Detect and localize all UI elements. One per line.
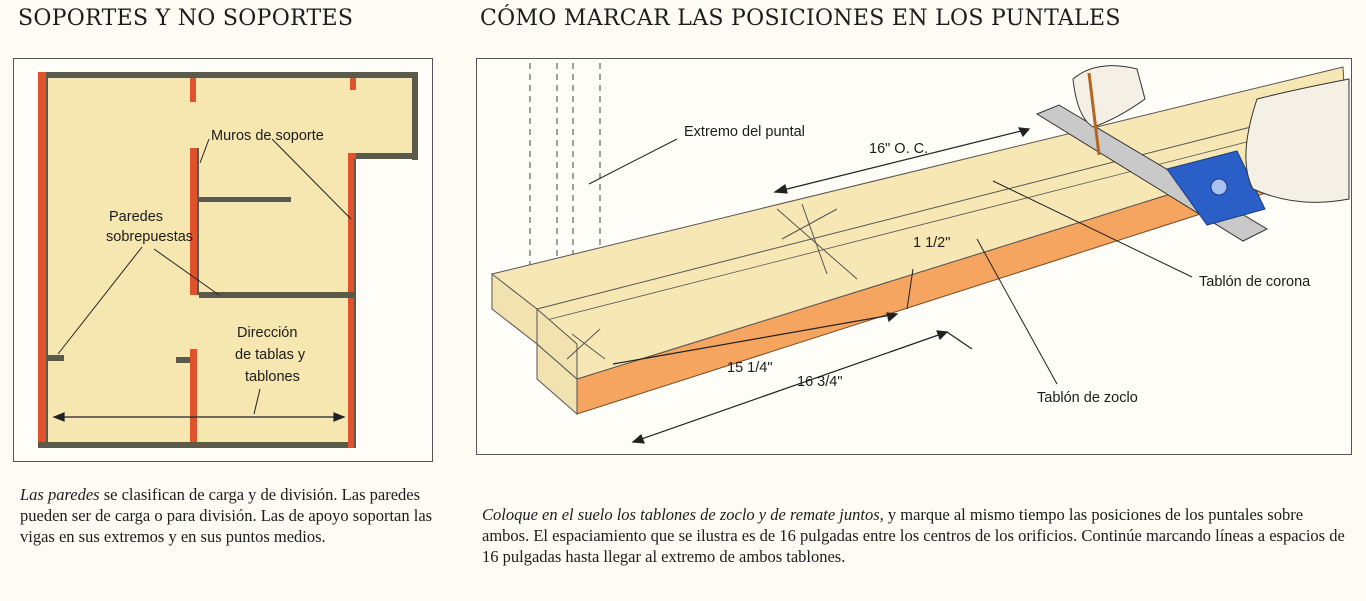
label-direction-line1: Dirección xyxy=(237,325,298,341)
label-stud-end: Extremo del puntal xyxy=(684,124,805,140)
marking-panel xyxy=(476,58,1352,455)
label-oc: 16" O. C. xyxy=(869,141,929,157)
label-one-half: 1 1/2" xyxy=(913,235,951,251)
marking-illustration xyxy=(477,59,1351,454)
label-sole-plate: Tablón de zoclo xyxy=(1037,390,1138,406)
caption-right-text: y marque al mismo tiempo las posiciones de los puntales sobre ambos. El espaciamiento que se ilustra es de 16 pulgadas entre los centros de los orificios. Continúe marcando líneas a espacios de 16 pulgadas hasta llegar al extremo de ambos tablones. xyxy=(482,505,1345,566)
floorplan-illustration xyxy=(14,59,432,461)
label-direction-line3: tablones xyxy=(245,369,300,385)
caption-left-text: se clasifican de carga y de división. Las paredes pueden ser de carga o para división. Las de apoyo soportan las vigas en sus extremos y en sus puntos medios. xyxy=(20,485,433,546)
floorplan-caption xyxy=(20,484,440,547)
label-direction-line2: de tablas y xyxy=(235,347,306,363)
label-top-plate: Tablón de corona xyxy=(1199,274,1311,290)
label-overlap-line2: sobrepuestas xyxy=(106,229,194,245)
floorplan-heading: SOPORTES Y NO SOPORTES xyxy=(18,6,354,31)
label-fifteen: 15 1/4" xyxy=(727,360,773,376)
caption-left-italic: Las paredes xyxy=(20,485,100,504)
label-overlap-line1: Paredes xyxy=(109,209,164,225)
label-bearing-walls: Muros de soporte xyxy=(211,128,324,144)
marking-heading: CÓMO MARCAR LAS POSICIONES EN LOS PUNTALES xyxy=(480,6,1121,31)
label-sixteen: 16 3/4" xyxy=(797,374,843,390)
floorplan-panel xyxy=(13,58,433,462)
marking-caption xyxy=(482,504,1352,567)
caption-right-italic: Coloque en el suelo los tablones de zoclo y de remate juntos, xyxy=(482,505,884,524)
